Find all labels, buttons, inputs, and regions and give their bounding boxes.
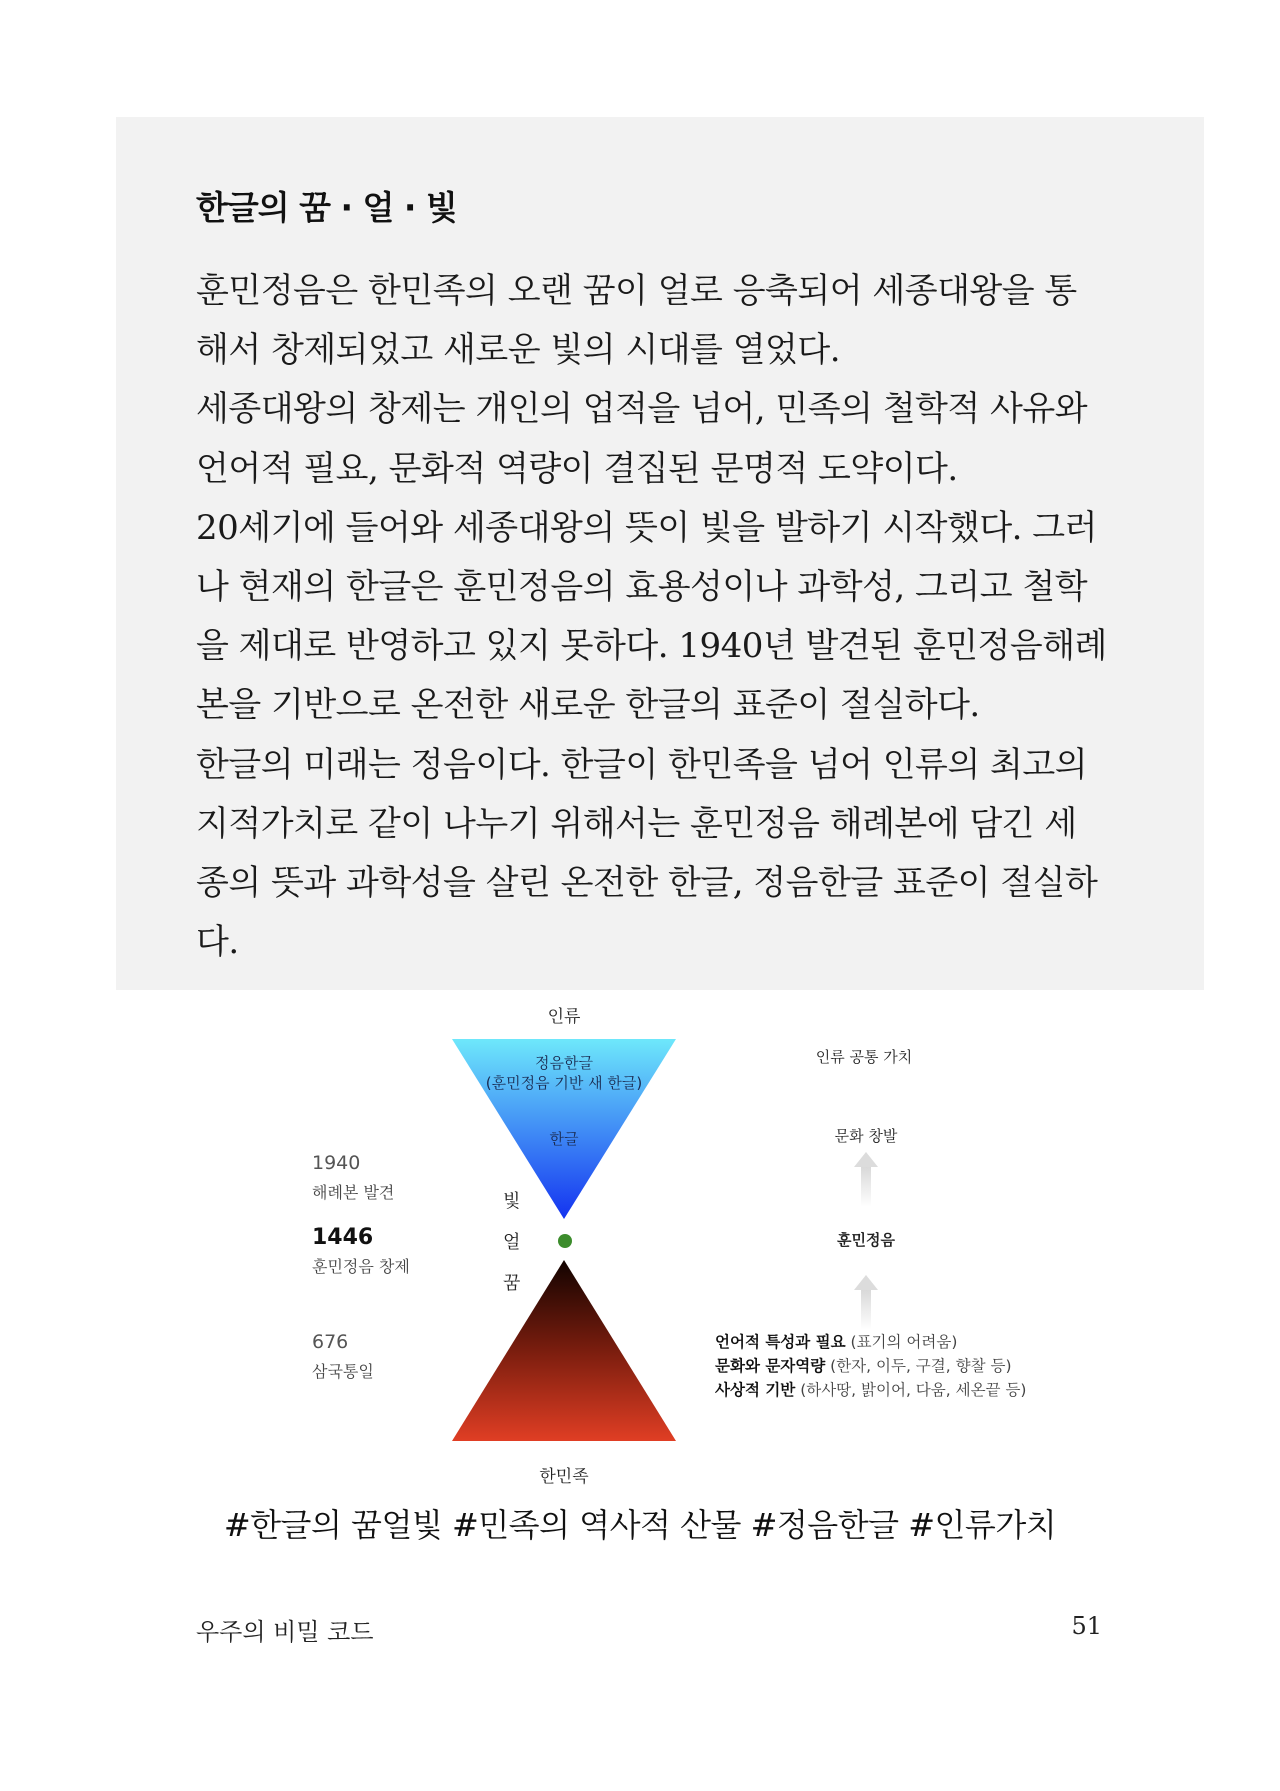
vertical-label-kkum: 꿈	[503, 1273, 521, 1294]
hashtags: #한글의 꿈얼빛 #민족의 역사적 산물 #정음한글 #인류가치	[223, 1506, 1057, 1544]
lower-triangle	[452, 1260, 676, 1441]
timeline-year: 1446	[312, 1225, 374, 1250]
book-title: 우주의 비밀 코드	[196, 1618, 374, 1646]
body-line: 종의 뜻과 과학성을 살린 온전한 한글, 정음한글 표준이 절실하	[196, 863, 1098, 904]
body-line: 을 제대로 반영하고 있지 못하다. 1940년 발견된 훈민정음해례	[196, 626, 1107, 667]
factor-item: 사상적 기반 (하사땅, 밝이어, 다움, 세온끝 등)	[715, 1381, 1027, 1399]
arrow-up-icon	[854, 1152, 878, 1207]
timeline-desc: 훈민정음 창제	[312, 1257, 410, 1276]
vertical-label-bit: 빛	[503, 1191, 521, 1212]
right-label-hunminjeongeum: 훈민정음	[837, 1231, 895, 1249]
center-dot	[558, 1234, 572, 1248]
triangle-label-jeongeum: 정음한글	[535, 1054, 593, 1072]
body-line: 언어적 필요, 문화적 역량이 결집된 문명적 도약이다.	[196, 448, 958, 489]
body-line: 훈민정음은 한민족의 오랜 꿈이 얼로 응축되어 세종대왕을 통	[196, 271, 1077, 311]
body-line: 다.	[196, 922, 239, 963]
body-line: 나 현재의 한글은 훈민정음의 효용성이나 과학성, 그리고 철학	[196, 567, 1088, 608]
page-number: 51	[1071, 1612, 1102, 1640]
triangle-label-sub: (훈민정음 기반 새 한글)	[485, 1074, 643, 1092]
timeline-desc: 삼국통일	[312, 1362, 374, 1381]
body-line: 해서 창제되었고 새로운 빛의 시대를 열었다.	[196, 330, 841, 371]
right-label-culture: 문화 창발	[834, 1127, 898, 1145]
body-line: 한글의 미래는 정음이다. 한글이 한민족을 넘어 인류의 최고의	[196, 744, 1088, 785]
timeline-year: 676	[312, 1331, 349, 1353]
factors-list	[715, 1330, 1026, 1402]
body-line: 지적가치로 같이 나누기 위해서는 훈민정음 해례본에 담긴 세	[196, 803, 1077, 844]
vertical-label-eol: 얼	[503, 1232, 521, 1253]
top-label: 인류	[547, 1007, 581, 1027]
section-title: 한글의 꿈 · 얼 · 빛	[196, 188, 457, 227]
body-line: 본을 기반으로 온전한 새로운 한글의 표준이 절실하다.	[196, 685, 980, 726]
timeline-desc: 해례본 발견	[312, 1183, 395, 1202]
factor-item: 문화와 문자역량 (한자, 이두, 구결, 향찰 등)	[715, 1357, 1012, 1375]
arrow-up-icon	[854, 1275, 878, 1330]
body-line: 세종대왕의 창제는 개인의 업적을 넘어, 민족의 철학적 사유와	[196, 389, 1088, 430]
factor-item: 언어적 특성과 필요 (표기의 어려움)	[715, 1333, 958, 1351]
timeline-year: 1940	[312, 1152, 361, 1174]
triangle-label-hangul: 한글	[549, 1130, 579, 1148]
body-line: 20세기에 들어와 세종대왕의 뜻이 빛을 발하기 시작했다. 그러	[196, 507, 1097, 548]
right-label-common-value: 인류 공통 가치	[815, 1048, 913, 1066]
bottom-label: 한민족	[539, 1467, 589, 1487]
